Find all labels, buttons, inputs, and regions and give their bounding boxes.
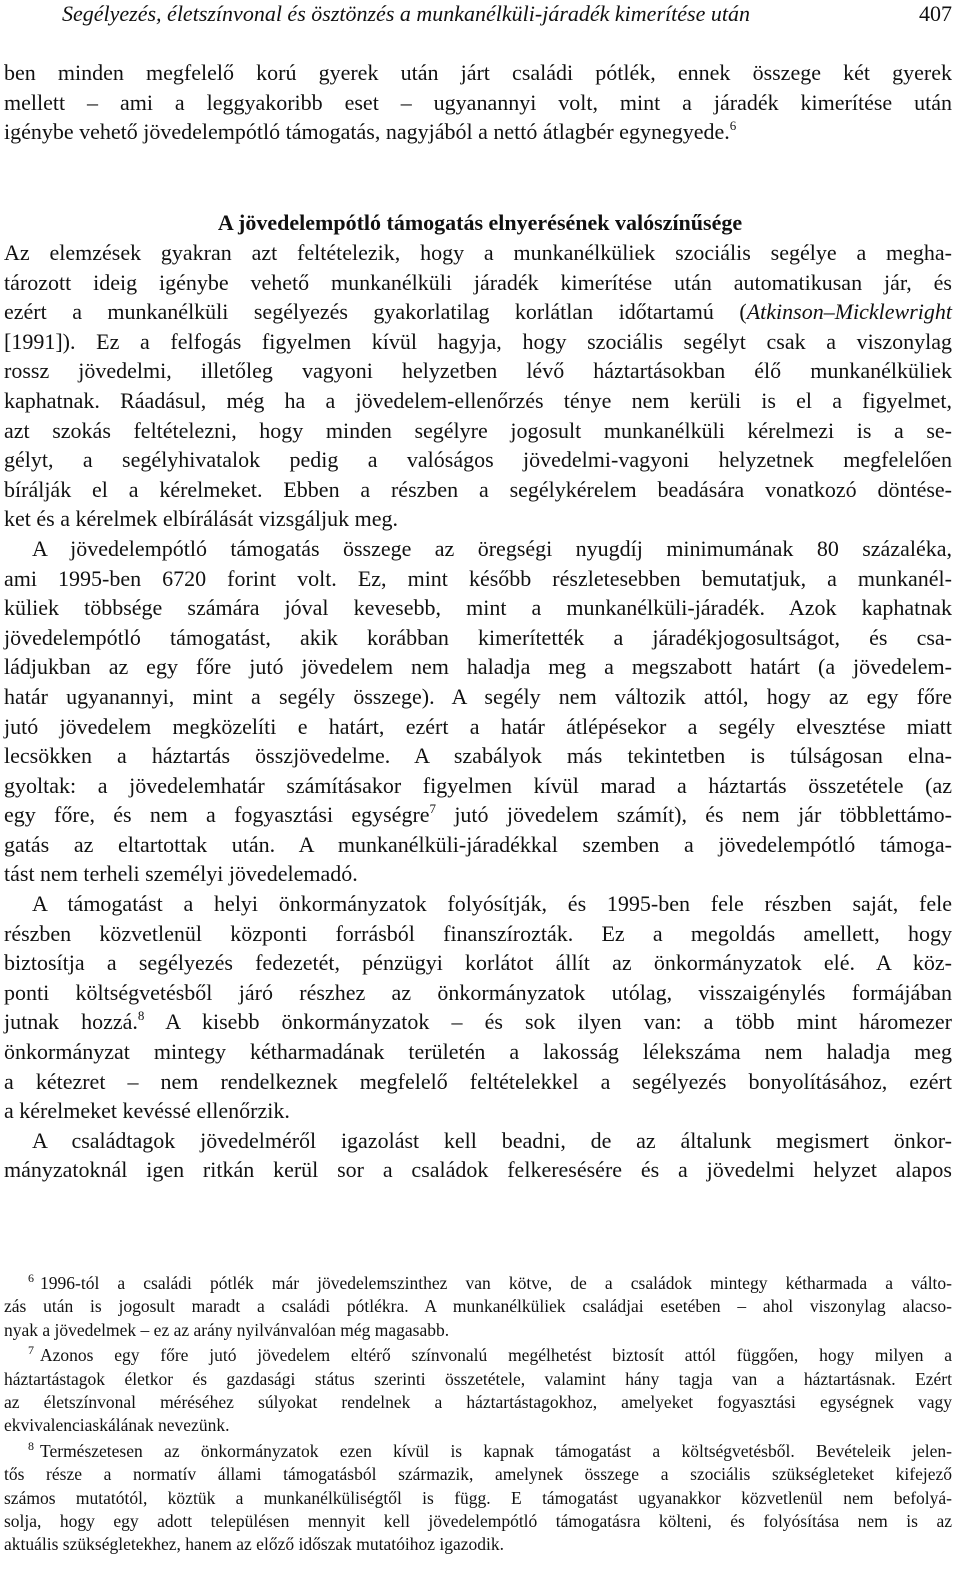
footnote-line: $^7$ Azonos egy főre jutó jövedelem eltérő színvonalú megélhetést biztosít attól függően, hogy milyen a <box>28 1343 952 1366</box>
text-line: tást nem terheli személyi jövedelemadó. <box>4 861 358 887</box>
footnote-line: számos mutatótól, köztük a munkanélküliségtől is függ. E támogatást ugyanakkor közvetlenül nem befolyá- <box>4 1487 952 1508</box>
paragraph-4 <box>4 1126 952 1185</box>
text-line: Az elemzések gyakran azt feltételezik, hogy a munkanélküliek szociális segélye a megha- <box>4 240 952 265</box>
text-line: lecsökken a háztartás összjövedelme. A szabályok más tekintetben is túlságosan elna- <box>4 743 952 769</box>
text-line: kaphatnak. Ráadásul, még ha a jövedelem-ellenőrzés ténye nem kerüli is el a figyelmet, <box>4 387 952 413</box>
page-number: 407 <box>919 1 952 26</box>
text-line: tározott ideig igénybe vehető munkanélküli járadék kimerítése után automatikusan jár, és <box>4 269 952 295</box>
text-line: biztosítja a segélyezés fedezetét, pénzügyi korlátot állít az önkormányzatok elé. A köz- <box>4 950 952 976</box>
text-line: A támogatást a helyi önkormányzatok folyósítják, és 1995-ben fele részben saját, fele <box>32 891 952 917</box>
footnote-line: zás után is jogosult maradt a családi pótlékra. A munkanélküliek családjai esetében – ahol viszonylag alacso- <box>4 1296 952 1317</box>
footnotes <box>4 1272 952 1559</box>
footnote-ref-8[interactable]: 8 <box>137 1008 145 1024</box>
text-line: küliek többsége számára jóval kevesebb, mint a munkanélküli-járadék. Azok kaphatnak <box>4 595 952 621</box>
text-line: igénybe vehető jövedelempótló támogatás, nagyjából a nettó átlagbér egynegyede.$^6$ <box>4 118 737 145</box>
paragraph-2 <box>4 534 952 889</box>
running-head-title: Segélyezés, életszínvonal és ösztönzés a munkanélküli-járadék kimerítése után <box>62 1 750 26</box>
citation: Atkinson–Micklewright <box>746 299 952 325</box>
text-line: azt szokás feltételezni, hogy minden segélyre jogosult munkanélküli kérelmezi is a se- <box>4 417 952 443</box>
text-line: jövedelempótló támogatást, akik korábban kimerítették a járadékjogosultságot, és csa- <box>4 624 952 650</box>
footnote-line: tős része a normatív állami támogatásból származik, amelynek összege a szociális szükségleteket kifejező <box>4 1464 952 1485</box>
text-line: jutó jövedelem megközelíti e határt, ezért a határ átlépésekor a segély elvesztése miatt <box>4 713 952 739</box>
text-line: ládjukban az egy főre jutó jövedelem nem haladja meg a megszabott határt (a jövedelem- <box>4 654 952 680</box>
text-line: ponti költségvetésből járó részhez az önkormányzatok utólag, visszaigénylés formájában <box>4 979 952 1005</box>
footnote-line: aktuális szükségletekhez, hanem az előző időszak mutatóihoz igazodik. <box>4 1534 505 1555</box>
section-body <box>4 238 952 1185</box>
text-line: jutnak hozzá.$^8$ A kisebb önkormányzatok – és sok ilyen van: a több mint háromezer <box>4 1008 952 1035</box>
footnote-line: háztartástagok életkor és gazdasági státus szerinti összetétele, valamint hány tagja van a háztartásnak. Ezért <box>4 1368 952 1389</box>
text-line: a kétezret – nem rendelkeznek megfelelő feltételekkel a segélyezés bonyolításához, ezért <box>4 1068 952 1094</box>
text-line: határ ugyanannyi, mint a segély összege). A segély nem változik attól, hogy az egy főre <box>4 683 952 709</box>
text-line: mányzatoknál igen ritkán kerül sor a családok felkeresésére és a jövedelmi helyzet alapos <box>4 1157 952 1183</box>
footnote-ref-6[interactable]: 6 <box>729 118 737 134</box>
footnote-line: $^8$ Természetesen az önkormányzatok ezen kívül is kapnak támogatást a költségvetésből. Bevételeik jelen- <box>28 1438 952 1461</box>
footnote-mark: 7 <box>28 1343 34 1358</box>
paragraph-3 <box>4 889 952 1126</box>
running-head <box>0 0 952 28</box>
text-line: rossz jövedelmi, illetőleg vagyoni helyzetben lévő háztartásokban élő munkanélküliek <box>4 358 952 384</box>
footnote-line: az életszínvonal méréséhez súlyokat rendelnek a háztartástagokhoz, amelyeket fogyasztási egységnek vagy <box>4 1392 952 1413</box>
text-line: önkormányzat mintegy kétharmadának területén a lakosság lélekszáma nem haladja meg <box>4 1039 952 1065</box>
text-line: mellett – ami a leggyakoribb eset – ugyanannyi volt, mint a járadék kimerítése után <box>4 89 952 115</box>
footnote-mark: 8 <box>28 1438 34 1453</box>
text-line: gyoltak: a jövedelemhatár számításakor figyelmen kívül marad a háztartás összetétele (az <box>4 772 952 798</box>
text-line: ezért a munkanélküli segélyezés gyakorlatilag korlátlan időtartamú (Atkinson–Micklewright <box>4 299 952 325</box>
intro-paragraph <box>4 58 952 147</box>
text-line: gatás az eltartottak után. A munkanélküli-járadékkal szemben a jövedelempótló támoga- <box>4 831 952 857</box>
paragraph-1 <box>4 238 952 534</box>
text-line: bírálják el a kérelmeket. Ebben a részben a segélykérelem beadására vonatkozó döntése- <box>4 476 952 502</box>
section-heading: A jövedelempótló támogatás elnyerésének valószínűsége <box>217 210 743 235</box>
footnote-line: ekvivalenciaskálának nevezünk. <box>4 1415 230 1436</box>
footnote-mark: 6 <box>28 1271 34 1285</box>
text-line: A jövedelempótló támogatás összege az öregségi nyugdíj minimumának 80 százaléka, <box>32 535 952 561</box>
text-line: A családtagok jövedelméről igazolást kell beadni, de az általunk megismert önkor- <box>32 1127 952 1153</box>
footnote-line: $^6$ 1996-tól a családi pótlék már jövedelemszinthez van kötve, de a családok mintegy kétharmada a válto- <box>28 1271 952 1293</box>
text-line: egy főre, és nem a fogyasztási egységre$^7$ jutó jövedelem számít), és nem jár többlettámo- <box>4 801 952 828</box>
text-line: [1991]). Ez a felfogás figyelmen kívül hagyja, hogy szociális segélyt csak a viszonylag <box>4 328 952 354</box>
text-line: a kérelmeket kevéssé ellenőrzik. <box>4 1098 290 1124</box>
text-line: ben minden megfelelő korú gyerek után járt családi pótlék, ennek összege két gyerek <box>4 60 952 85</box>
footnote-7 <box>4 1344 952 1438</box>
footnote-8 <box>4 1440 952 1557</box>
footnote-line: nyak a jövedelmek – ez az arány nyilvánvalóan még magasabb. <box>4 1319 450 1340</box>
text-line: részben közvetlenül központi forrásból finanszírozták. Ez a megoldás amellett, hogy <box>4 920 952 946</box>
text-line: ami 1995-ben 6720 forint volt. Ez, mint később részletesebben bemutatjuk, a munkanél- <box>4 565 952 591</box>
footnote-line: solja, hogy egy adott településen mennyit kell jövedelempótló támogatásra költeni, és folyósítása nem is az <box>4 1511 952 1532</box>
footnote-6 <box>4 1272 952 1342</box>
text-line: ket és a kérelmek elbírálását vizsgáljuk meg. <box>4 506 399 532</box>
text-line: gélyt, a segélyhivatalok pedig a valóságos jövedelmi-vagyoni helyzetnek megfelelően <box>4 447 952 473</box>
footnote-ref-7[interactable]: 7 <box>429 801 437 817</box>
